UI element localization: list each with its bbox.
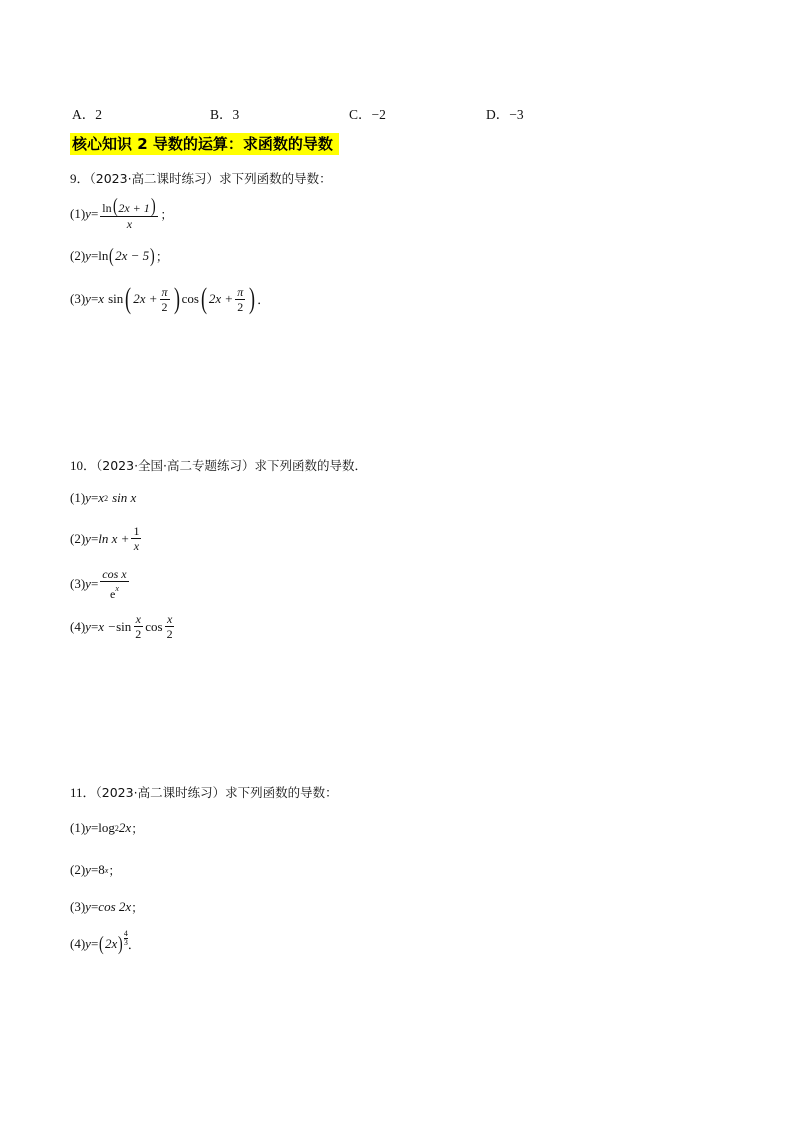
option-b: B．3 bbox=[210, 107, 240, 122]
punct: ； bbox=[155, 249, 169, 264]
exponent: 2 bbox=[104, 493, 109, 503]
question-source: （2023·全国·高二专题练习） bbox=[96, 458, 255, 473]
punct: ； bbox=[131, 900, 144, 915]
q10-item-1 bbox=[70, 490, 136, 506]
question-9-header bbox=[70, 168, 332, 187]
q10-item-4 bbox=[70, 612, 177, 641]
math-arg: 2x + bbox=[133, 291, 158, 306]
math-sin-x: sin x bbox=[112, 490, 137, 505]
math-ln: ln bbox=[98, 248, 109, 263]
punct: ； bbox=[160, 206, 173, 222]
question-source: （2023·高二课时练习） bbox=[95, 785, 226, 800]
question-source: （2023·高二课时练习） bbox=[89, 171, 220, 186]
math-arg: 2x + bbox=[208, 291, 234, 306]
math-y: y bbox=[85, 618, 91, 634]
q11-item-3 bbox=[70, 898, 144, 916]
math-cos: cos bbox=[181, 291, 199, 306]
math-eq: = bbox=[90, 291, 99, 306]
math-ln-x: ln x + bbox=[98, 530, 130, 546]
q11-item-4 bbox=[70, 928, 141, 955]
question-11-header bbox=[70, 782, 338, 801]
math-arg: 2x − 5 bbox=[115, 248, 150, 263]
math-x: x bbox=[98, 291, 105, 306]
math-y: y bbox=[85, 862, 91, 877]
punct: ． bbox=[127, 937, 141, 952]
math-arg: 2x bbox=[104, 936, 118, 951]
option-c: C．−2 bbox=[349, 107, 386, 122]
denominator: x bbox=[126, 217, 133, 231]
section-title: 核心知识 2 导数的运算：求函数的导数 bbox=[70, 133, 339, 155]
fraction-x-2: $\frac{x}{2}$ bbox=[135, 612, 142, 641]
denominator: $e^x$ bbox=[110, 584, 119, 601]
question-number: 9． bbox=[70, 171, 90, 186]
math-y: y bbox=[85, 899, 91, 914]
math-y: y bbox=[85, 820, 91, 835]
question-10-header bbox=[70, 455, 367, 474]
fraction bbox=[100, 196, 158, 231]
math-y: y bbox=[85, 205, 91, 221]
math-base: 8 bbox=[98, 862, 105, 877]
item-label: (3) bbox=[70, 899, 86, 914]
paren-open: ( bbox=[125, 282, 132, 315]
math-arg: 2x bbox=[118, 820, 132, 835]
fraction-1-x: $\frac{1}{x}$ bbox=[133, 524, 140, 553]
exponent: x bbox=[104, 865, 109, 875]
paren-close: ) bbox=[150, 245, 155, 267]
math-y: y bbox=[85, 936, 91, 951]
item-label: (1) bbox=[70, 205, 86, 221]
fraction-cos-e bbox=[100, 567, 128, 601]
math-eq: = bbox=[90, 618, 99, 634]
numerator: cos x bbox=[102, 567, 127, 581]
item-label: (2) bbox=[70, 862, 86, 877]
q11-item-2 bbox=[70, 861, 121, 879]
math-eq: = bbox=[90, 248, 99, 263]
math-eq: = bbox=[90, 899, 99, 914]
option-a: A．2 bbox=[72, 107, 102, 122]
math-x: x bbox=[98, 490, 105, 505]
paren-open: ( bbox=[99, 933, 104, 955]
question-prompt: 求下列函数的导数． bbox=[254, 458, 368, 473]
exponent-fraction: 4 3 bbox=[123, 928, 128, 947]
item-label: (1) bbox=[70, 490, 86, 505]
paren-close: ) bbox=[249, 282, 256, 315]
item-label: (2) bbox=[70, 530, 86, 546]
q10-item-3 bbox=[70, 567, 131, 601]
math-eq: = bbox=[90, 490, 99, 505]
punct: ； bbox=[108, 863, 121, 878]
q10-item-2 bbox=[70, 524, 143, 553]
item-label: (1) bbox=[70, 820, 86, 835]
math-cos: cos bbox=[145, 618, 163, 634]
math-y: y bbox=[85, 248, 91, 263]
math-x-minus: x − bbox=[98, 618, 117, 634]
log-base: 2 bbox=[114, 823, 119, 833]
math-cos-2x: cos 2x bbox=[98, 899, 132, 914]
math-log: log bbox=[98, 820, 115, 835]
fraction-pi-2: $\frac{\pi}{2}$ bbox=[237, 284, 244, 314]
q9-item-1 bbox=[70, 196, 173, 231]
question-number: 11． bbox=[70, 785, 96, 800]
paren-open: ( bbox=[200, 282, 207, 315]
math-y: y bbox=[85, 291, 91, 306]
math-sin: sin bbox=[116, 618, 132, 634]
numerator: ln(2x + 1) bbox=[100, 196, 158, 217]
math-eq: = bbox=[90, 936, 99, 951]
fraction-pi-2: $\frac{\pi}{2}$ bbox=[161, 284, 168, 314]
item-label: (2) bbox=[70, 248, 86, 263]
math-eq: = bbox=[90, 205, 99, 221]
item-label: (3) bbox=[70, 291, 86, 306]
q9-item-2 bbox=[70, 246, 168, 266]
q9-item-3 bbox=[70, 284, 270, 314]
q11-item-1 bbox=[70, 819, 144, 837]
math-y: y bbox=[85, 576, 91, 591]
question-prompt: 求下列函数的导数： bbox=[225, 785, 338, 800]
math-eq: = bbox=[90, 576, 99, 591]
math-y: y bbox=[85, 530, 91, 546]
paren-close: ) bbox=[118, 933, 123, 955]
math-eq: = bbox=[90, 862, 99, 877]
punct: ； bbox=[131, 821, 144, 836]
item-label: (4) bbox=[70, 936, 86, 951]
paren-close: ) bbox=[173, 282, 180, 315]
paren-open: ( bbox=[109, 245, 115, 267]
math-sin: sin bbox=[108, 291, 124, 306]
option-d: D．−3 bbox=[486, 107, 524, 122]
punct: ． bbox=[257, 292, 270, 307]
question-prompt: 求下列函数的导数： bbox=[219, 171, 332, 186]
item-label: (3) bbox=[70, 576, 86, 591]
item-label: (4) bbox=[70, 618, 86, 634]
math-eq: = bbox=[90, 820, 99, 835]
fraction-x-2: $\frac{x}{2}$ bbox=[166, 612, 173, 641]
math-eq: = bbox=[90, 530, 99, 546]
question-number: 10． bbox=[70, 458, 97, 473]
math-y: y bbox=[85, 490, 91, 505]
